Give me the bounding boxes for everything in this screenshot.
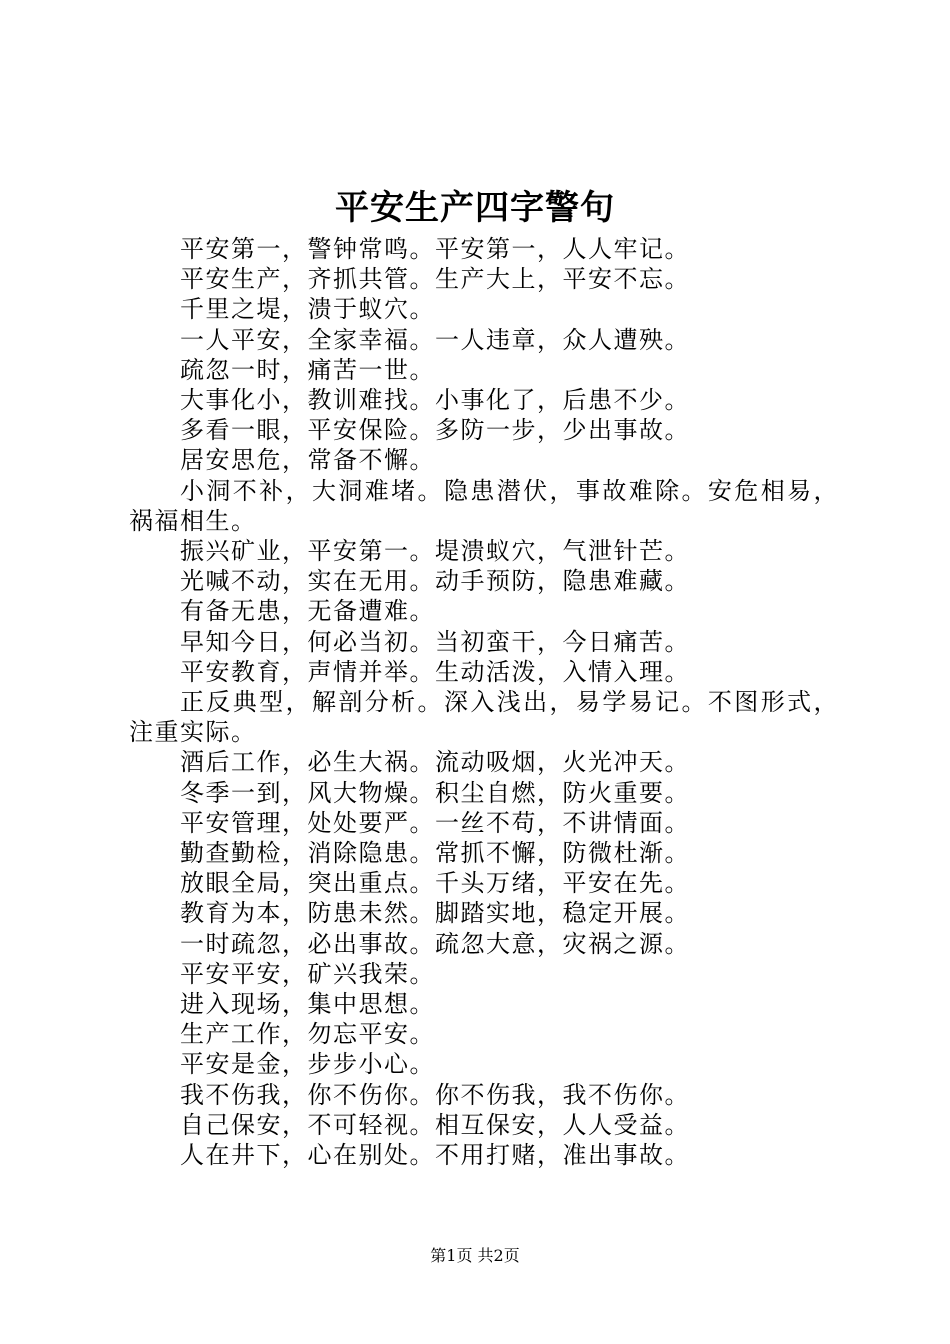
body-paragraph: 振兴矿业，平安第一。堤溃蚁穴，气泄针芒。	[180, 537, 690, 566]
page-footer: 第1页 共2页	[430, 1246, 520, 1265]
body-paragraph: 平安教育，声情并举。生动活泼，入情入理。	[180, 657, 690, 686]
body-paragraph: 勤查勤检，消除隐患。常抓不懈，防微杜渐。	[180, 839, 690, 868]
body-paragraph: 早知今日，何必当初。当初蛮干，今日痛苦。	[180, 627, 690, 656]
body-paragraph: 大事化小，教训难找。小事化了，后患不少。	[180, 386, 690, 415]
body-paragraph: 冬季一到，风大物燥。积尘自燃，防火重要。	[180, 778, 690, 807]
body-paragraph: 平安管理，处处要严。一丝不苟，不讲情面。	[180, 808, 690, 837]
body-paragraph: 平安平安，矿兴我荣。	[180, 959, 435, 988]
body-paragraph: 酒后工作，必生大祸。流动吸烟，火光冲天。	[180, 748, 690, 777]
body-paragraph: 放眼全局，突出重点。千头万绪，平安在先。	[180, 869, 690, 898]
body-paragraph: 我不伤我，你不伤你。你不伤我，我不伤你。	[180, 1080, 690, 1109]
body-paragraph: 一时疏忽，必出事故。疏忽大意，灾祸之源。	[180, 929, 690, 958]
body-paragraph: 千里之堤，溃于蚁穴。	[180, 295, 435, 324]
body-paragraph: 居安思危，常备不懈。	[180, 446, 435, 475]
body-paragraph: 正反典型，解剖分析。深入浅出，易学易记。不图形式，注重实际。	[129, 688, 839, 747]
body-paragraph: 多看一眼，平安保险。多防一步，少出事故。	[180, 416, 690, 445]
body-paragraph: 进入现场，集中思想。	[180, 990, 435, 1019]
body-paragraph: 人在井下，心在别处。不用打赌，准出事故。	[180, 1141, 690, 1170]
body-paragraph: 平安是金，步步小心。	[180, 1050, 435, 1079]
body-paragraph: 小洞不补，大洞难堵。隐患潜伏，事故难除。安危相易，祸福相生。	[129, 476, 839, 535]
body-paragraph: 疏忽一时，痛苦一世。	[180, 355, 435, 384]
body-paragraph: 有备无患，无备遭难。	[180, 597, 435, 626]
document-title: 平安生产四字警句	[335, 188, 615, 228]
body-paragraph: 自己保安，不可轻视。相互保安，人人受益。	[180, 1110, 690, 1139]
body-paragraph: 生产工作，勿忘平安。	[180, 1020, 435, 1049]
body-paragraph: 平安生产，齐抓共管。生产大上，平安不忘。	[180, 265, 690, 294]
body-paragraph: 教育为本，防患未然。脚踏实地，稳定开展。	[180, 899, 690, 928]
body-paragraph: 一人平安，全家幸福。一人违章，众人遭殃。	[180, 325, 690, 354]
document-body	[129, 234, 839, 1170]
body-paragraph: 光喊不动，实在无用。动手预防，隐患难藏。	[180, 567, 690, 596]
body-paragraph: 平安第一，警钟常鸣。平安第一，人人牢记。	[180, 235, 690, 263]
